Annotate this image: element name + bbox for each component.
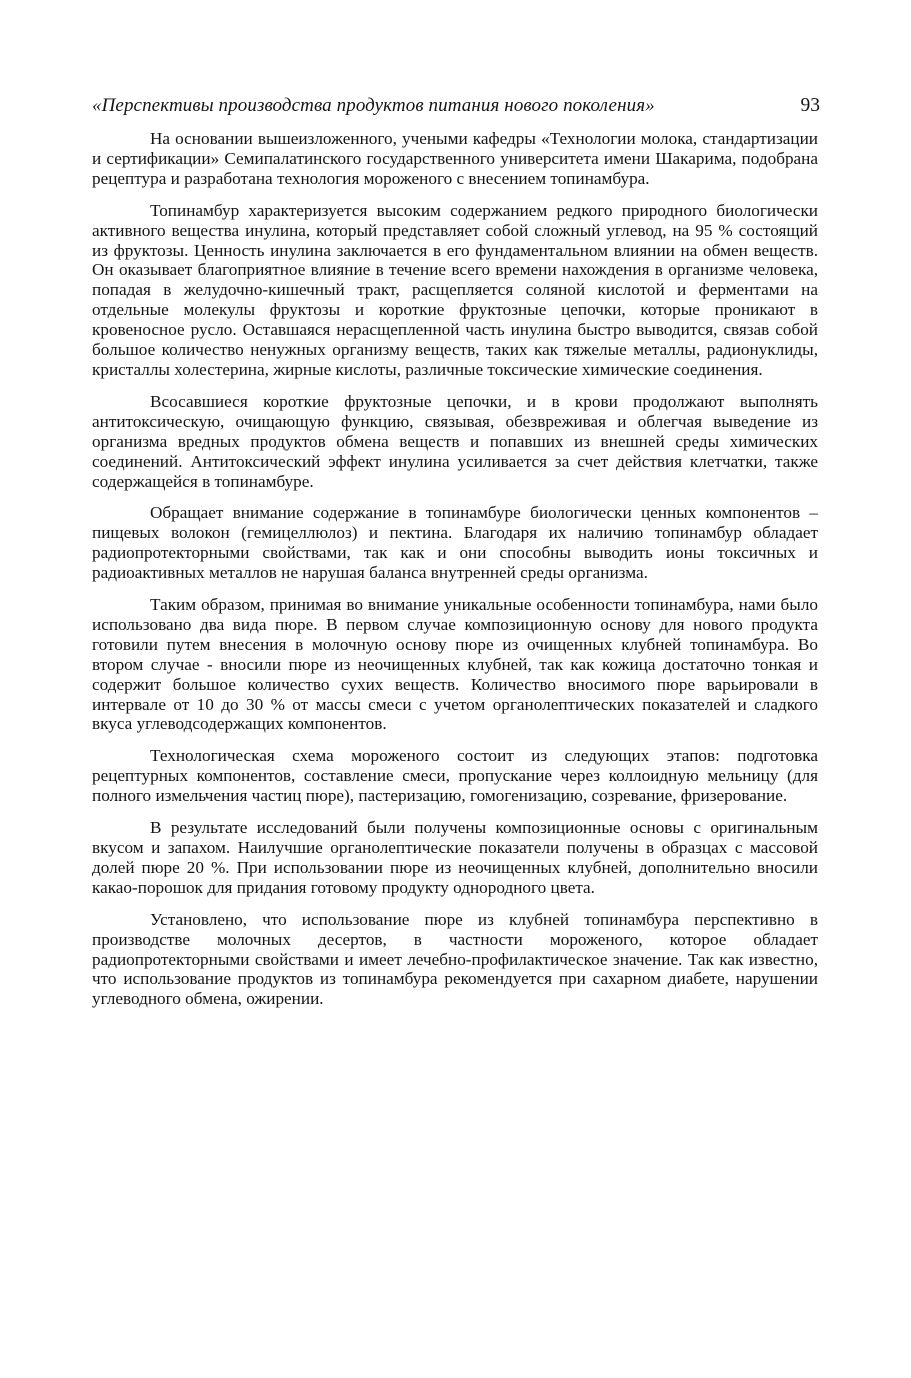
paragraph-7: В результате исследований были получены композиционные основы с оригинальным вкусом и запахом. Наилучшие органолептические показатели получены в образцах с массовой долей пюре 20 %. При использовании пюре из неочищенных клубней, дополнительно вносили какао-порошок для придания готовому продукту однородного цвета.	[92, 818, 818, 897]
paragraph-1: На основании вышеизложенного, учеными кафедры «Технологии молока, стандартизации и сертификации» Семипалатинского государственного университета имени Шакарима, подобрана рецептура и разработана технология мороженого с внесением топинамбура.	[92, 129, 818, 188]
page-number: 93	[800, 95, 820, 116]
paragraph-5: Таким образом, принимая во внимание уникальные особенности топинамбура, нами было использовано два вида пюре. В первом случае композиционную основу для нового продукта готовили путем внесения в молочную основу пюре из очищенных клубней топинамбура. Во втором случае - вносили пюре из неочищенных клубней, так как кожица достаточно тонкая и содержит большое количество сухих веществ. Количество вносимого пюре варьировали в интервале от 10 до 30 % от массы смеси с учетом органолептических показателей и сладкого вкуса углеводсодержащих компонентов.	[92, 595, 818, 734]
body-text	[92, 129, 818, 1021]
paragraph-3: Всосавшиеся короткие фруктозные цепочки, и в крови продолжают выполнять антитоксическую, очищающую функцию, связывая, обезвреживая и облегчая выведение из организма вредных продуктов обмена веществ и попавших из внешней среды химических соединений. Антитоксический эффект инулина усиливается за счет действия клетчатки, также содержащейся в топинамбуре.	[92, 391, 818, 491]
paragraph-8: Установлено, что использование пюре из клубней топинамбура перспективно в производстве молочных десертов, в частности мороженого, которое обладает радиопротекторными свойствами и имеет лечебно-профилактическое значение. Так как известно, что использование продуктов из топинамбура рекомендуется при сахарном диабете, нарушении углеводного обмена, ожирении.	[92, 909, 818, 1009]
paragraph-2: Топинамбур характеризуется высоким содержанием редкого природного биологически активного вещества инулина, который представляет собой сложный углевод, на 95 % состоящий из фруктозы. Ценность инулина заключается в его фундаментальном влиянии на обмен веществ. Он оказывает благоприятное влияние в течение всего времени нахождения в организме человека, попадая в желудочно-кишечный тракт, расщепляется соляной кислотой и ферментами на отдельные молекулы фруктозы и короткие фруктозные цепочки, которые проникают в кровеносное русло. Оставшаяся нерасщепленной часть инулина быстро выводится, связав собой большое количество ненужных организму веществ, таких как тяжелые металлы, радионуклиды, кристаллы холестерина, жирные кислоты, различные токсические химические соединения.	[92, 200, 818, 379]
paragraph-4: Обращает внимание содержание в топинамбуре биологически ценных компонентов – пищевых волокон (гемицеллюлоз) и пектина. Благодаря их наличию топинамбур обладает радиопротекторными свойствами, так как и они способны выводить ионы токсичных и радиоактивных металлов не нарушая баланса внутренней среды организма.	[92, 503, 818, 583]
paragraph-6: Технологическая схема мороженого состоит из следующих этапов: подготовка рецептурных компонентов, составление смеси, пропускание через коллоидную мельницу (для полного измельчения частиц пюре), пастеризацию, гомогенизацию, созревание, фризерование.	[92, 746, 818, 806]
running-header-title: «Перспективы производства продуктов питания нового поколения»	[92, 95, 655, 116]
running-header	[92, 92, 822, 120]
